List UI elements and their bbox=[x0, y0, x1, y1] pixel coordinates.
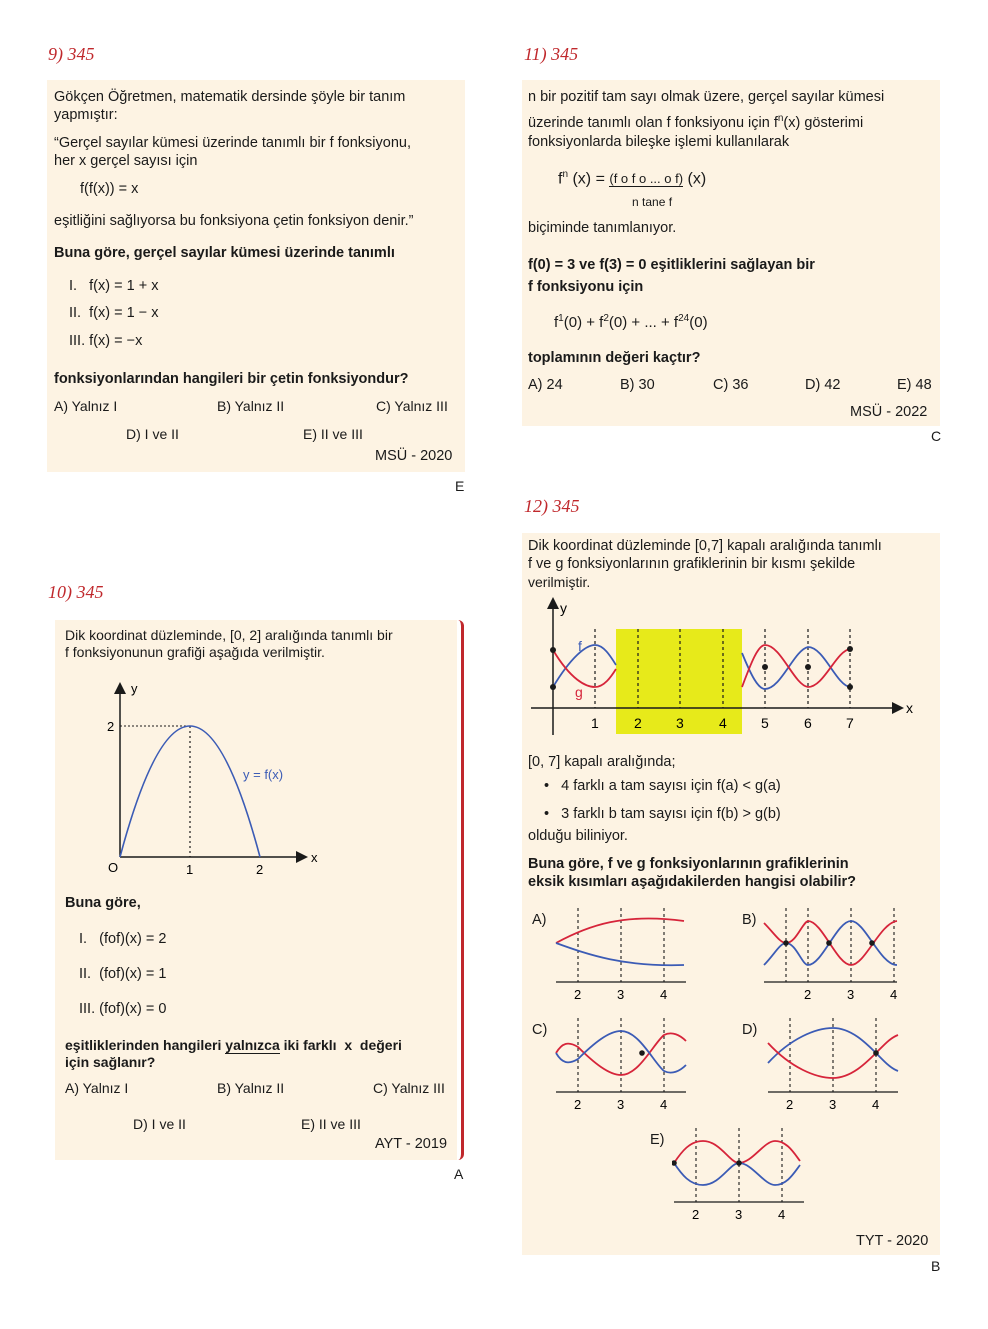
q11-formula bbox=[558, 166, 706, 188]
q12-option-d-point-1 bbox=[873, 1050, 879, 1056]
q12-option-b-point-1 bbox=[783, 940, 789, 946]
q12-option-b-point-3 bbox=[869, 940, 875, 946]
q10-x-label: x bbox=[311, 850, 318, 865]
q12-option-e-graph bbox=[672, 1123, 817, 1223]
q11-sum-mid-1: (0) + f bbox=[563, 314, 604, 331]
q10-number: 10) 345 bbox=[48, 582, 104, 602]
q12-option-d-graph bbox=[766, 1013, 911, 1113]
q9-intro-2: yapmıştır: bbox=[54, 107, 118, 123]
q10-choice-c[interactable]: C) Yalnız III bbox=[373, 1080, 445, 1096]
q9-def-3: eşitliğini sağlıyorsa bu fonksiyona çetin fonksiyon denir.” bbox=[54, 213, 414, 229]
q12-y-label: y bbox=[560, 600, 567, 616]
q9-choice-b[interactable]: B) Yalnız II bbox=[217, 398, 285, 414]
q11-question-2: f fonksiyonu için bbox=[528, 279, 644, 295]
q11-intro-2 bbox=[528, 110, 863, 132]
q11-source: MSÜ - 2022 bbox=[850, 404, 928, 420]
q10-source: AYT - 2019 bbox=[375, 1136, 448, 1152]
q12-option-b[interactable] bbox=[740, 903, 910, 1003]
q10-choice-a[interactable]: A) Yalnız I bbox=[65, 1080, 129, 1096]
q11-sum-end: (0) bbox=[689, 314, 708, 331]
q12-question-1: Buna göre, f ve g fonksiyonlarının grafiklerinin bbox=[528, 856, 849, 872]
q11-choice-b[interactable]: B) 30 bbox=[620, 377, 655, 393]
q12-option-c-tick-2: 2 bbox=[574, 1097, 582, 1112]
q10-intro-2: f fonksiyonunun grafiği aşağıda verilmiştir. bbox=[65, 644, 325, 660]
q12-answer-key: B bbox=[931, 1258, 941, 1274]
q11-formula-under: n tane f bbox=[632, 195, 673, 209]
q12-point-5 bbox=[762, 664, 768, 670]
q11-choice-d[interactable]: D) 42 bbox=[805, 377, 841, 393]
q10-choice-d[interactable]: D) I ve II bbox=[133, 1116, 186, 1132]
q11-intro-2a: üzerinde tanımlı olan f fonksiyonu için f bbox=[528, 114, 778, 131]
q12-f-label: f bbox=[578, 638, 582, 654]
q12-option-e[interactable] bbox=[648, 1123, 818, 1223]
q12-g-curve-right bbox=[742, 645, 850, 687]
q10-item-1: I. (fof)(x) = 2 bbox=[79, 931, 167, 947]
q12-x-tick-1: 1 bbox=[591, 715, 599, 731]
q11-choice-a[interactable]: A) 24 bbox=[528, 377, 563, 393]
q12-option-b-graph bbox=[762, 903, 907, 1003]
q10-curve-label: y = f(x) bbox=[243, 767, 284, 782]
q11-intro-2b: (x) gösterimi bbox=[783, 114, 864, 131]
q12-option-a-red bbox=[556, 918, 684, 943]
q12-option-a-tick-4: 4 bbox=[660, 987, 668, 1002]
q11-sum-sup-2: 2 bbox=[603, 313, 609, 324]
q11-number: 11) 345 bbox=[524, 44, 579, 64]
q12-option-b-tick-3: 3 bbox=[847, 987, 855, 1002]
q10-graph bbox=[95, 675, 355, 895]
q11-choice-e[interactable]: E) 48 bbox=[897, 377, 932, 393]
q10-origin: O bbox=[108, 860, 119, 875]
q12-option-e-tick-4: 4 bbox=[778, 1207, 786, 1222]
q11-question: f(0) = 3 ve f(3) = 0 eşitliklerini sağlayan bir bbox=[528, 257, 815, 273]
q12-card bbox=[522, 533, 940, 1255]
q12-option-d-tick-4: 4 bbox=[872, 1097, 880, 1112]
q12-option-d-label: D) bbox=[742, 1022, 758, 1038]
q9-choice-d[interactable]: D) I ve II bbox=[126, 426, 179, 442]
q12-x-tick-4: 4 bbox=[719, 715, 727, 731]
q12-option-a-blue bbox=[556, 943, 684, 965]
q10-x-tick-2: 2 bbox=[256, 862, 264, 877]
q12-bullet-1 bbox=[544, 777, 781, 795]
q12-option-a-tick-2: 2 bbox=[574, 987, 582, 1002]
q12-option-b-tick-4: 4 bbox=[890, 987, 898, 1002]
q12-x-tick-6: 6 bbox=[804, 715, 812, 731]
q12-option-b-tick-2: 2 bbox=[804, 987, 812, 1002]
q12-option-c-point-1 bbox=[639, 1050, 645, 1056]
q9-source: MSÜ - 2020 bbox=[375, 448, 453, 464]
q12-x-tick-2: 2 bbox=[634, 715, 642, 731]
q10-lead: Buna göre, bbox=[65, 895, 141, 911]
q11-formula-mid: (x) = bbox=[568, 170, 610, 188]
q11-choice-c[interactable]: C) 36 bbox=[713, 377, 749, 393]
q12-point-0-g bbox=[550, 647, 556, 653]
q11-intro-4: biçiminde tanımlanıyor. bbox=[528, 220, 677, 236]
q9-item-3: III. f(x) = −x bbox=[69, 333, 143, 349]
q10-question bbox=[65, 1036, 402, 1054]
bullet-dot: • bbox=[544, 806, 562, 822]
q9-choice-c[interactable]: C) Yalnız III bbox=[376, 398, 448, 414]
q10-intro-1: Dik koordinat düzleminde, [0, 2] aralığında tanımlı bir bbox=[65, 627, 393, 643]
q12-option-c-tick-4: 4 bbox=[660, 1097, 668, 1112]
q11-answer-key: C bbox=[931, 428, 942, 444]
q12-bullet-2 bbox=[544, 805, 781, 823]
q11-question-3: toplamının değeri kaçtır? bbox=[528, 350, 701, 366]
q12-option-e-point-2 bbox=[736, 1160, 742, 1166]
q12-x-tick-3: 3 bbox=[676, 715, 684, 731]
q9-item-2: II. f(x) = 1 − x bbox=[69, 305, 159, 321]
q12-g-label: g bbox=[575, 684, 583, 700]
q11-formula-f: f bbox=[558, 170, 563, 188]
q9-intro-1: Gökçen Öğretmen, matematik dersinde şöyle bir tanım bbox=[54, 89, 406, 105]
q11-sum bbox=[554, 310, 708, 332]
q10-answer-key: A bbox=[454, 1166, 464, 1182]
q12-bullet-2-text: 3 farklı b tam sayısı için f(b) > g(b) bbox=[561, 806, 781, 822]
q9-def-2: her x gerçel sayısı için bbox=[54, 153, 198, 169]
q12-point-0-f bbox=[550, 684, 556, 690]
q11-intro-2-sup: n bbox=[777, 113, 784, 124]
q12-intro-1: Dik koordinat düzleminde [0,7] kapalı aralığında tanımlı bbox=[528, 538, 882, 554]
q12-cond-end: olduğu biliniyor. bbox=[528, 828, 628, 844]
q12-point-6 bbox=[805, 664, 811, 670]
q10-question-a: eşitliklerinden hangileri bbox=[65, 1037, 226, 1053]
q11-card bbox=[522, 80, 940, 426]
q11-intro-1: n bir pozitif tam sayı olmak üzere, gerçel sayılar kümesi bbox=[528, 89, 885, 105]
q10-question-emphasis: yalnızca bbox=[225, 1037, 280, 1053]
q12-cond-lead: [0, 7] kapalı aralığında; bbox=[528, 754, 676, 770]
q12-g-curve-left bbox=[553, 650, 616, 687]
q11-sum-sup-1: 1 bbox=[558, 313, 564, 324]
q11-intro-3: fonksiyonlarda bileşke işlemi kullanılarak bbox=[528, 134, 790, 150]
q10-y-tick-2: 2 bbox=[107, 719, 115, 734]
q12-main-graph bbox=[526, 595, 936, 745]
q9-equation: f(f(x)) = x bbox=[80, 181, 139, 197]
q11-formula-sup: n bbox=[562, 169, 569, 180]
q12-option-a-graph bbox=[554, 903, 694, 1003]
q10-y-label: y bbox=[131, 681, 138, 696]
q12-option-e-blue bbox=[674, 1163, 800, 1185]
q11-sum-sup-24: 24 bbox=[678, 313, 690, 324]
q9-card bbox=[47, 80, 465, 472]
q12-option-e-red bbox=[674, 1141, 800, 1163]
q9-question-2: fonksiyonlarından hangileri bir çetin fonksiyondur? bbox=[54, 371, 409, 387]
q12-intro-3: verilmiştir. bbox=[528, 574, 591, 590]
q12-option-c-label: C) bbox=[532, 1022, 548, 1038]
q12-intro-2: f ve g fonksiyonlarının grafiklerinin bir kısmı şekilde bbox=[528, 556, 856, 572]
q11-formula-right: (x) bbox=[683, 170, 707, 188]
q9-item-1: I. f(x) = 1 + x bbox=[69, 278, 159, 294]
q12-bullet-1-text: 4 farklı a tam sayısı için f(a) < g(a) bbox=[561, 778, 781, 794]
q12-option-a-tick-3: 3 bbox=[617, 987, 625, 1002]
q12-x-label: x bbox=[906, 700, 913, 716]
q11-sum-f1: f bbox=[554, 314, 559, 331]
q12-x-tick-7: 7 bbox=[846, 715, 854, 731]
q10-question-2: için sağlanır? bbox=[65, 1054, 156, 1070]
q12-option-c[interactable] bbox=[530, 1013, 700, 1113]
q12-number: 12) 345 bbox=[524, 496, 580, 516]
q12-point-7-g bbox=[847, 646, 853, 652]
q11-sum-mid-2: (0) + ... + f bbox=[608, 314, 679, 331]
q10-red-bracket bbox=[456, 620, 464, 1160]
q12-point-7-f bbox=[847, 684, 853, 690]
q10-x-tick-1: 1 bbox=[186, 862, 194, 877]
q9-choice-e[interactable]: E) II ve III bbox=[303, 426, 363, 442]
q10-card bbox=[55, 620, 457, 1160]
q12-option-e-label: E) bbox=[650, 1132, 665, 1148]
q9-choice-a[interactable]: A) Yalnız I bbox=[54, 398, 118, 414]
q10-question-b: iki farklı x değeri bbox=[279, 1037, 402, 1053]
q12-source: TYT - 2020 bbox=[856, 1233, 929, 1249]
q12-question-2: eksik kısımları aşağıdakilerden hangisi olabilir? bbox=[528, 874, 856, 890]
q12-option-e-tick-3: 3 bbox=[735, 1207, 743, 1222]
q12-option-c-tick-3: 3 bbox=[617, 1097, 625, 1112]
bullet-dot: • bbox=[544, 778, 562, 794]
q11-formula-brace: (f o f o ... o f) bbox=[609, 171, 684, 187]
q12-x-tick-5: 5 bbox=[761, 715, 769, 731]
q12-option-d[interactable] bbox=[740, 1013, 910, 1113]
q9-number: 9) 345 bbox=[48, 44, 95, 64]
q12-option-b-point-2 bbox=[826, 940, 832, 946]
q12-option-d-tick-2: 2 bbox=[786, 1097, 794, 1112]
q12-option-e-tick-2: 2 bbox=[692, 1207, 700, 1222]
q12-option-a-label: A) bbox=[532, 912, 547, 928]
q12-f-curve-right bbox=[742, 647, 850, 689]
q12-option-a[interactable] bbox=[530, 903, 690, 1003]
q12-option-b-label: B) bbox=[742, 912, 757, 928]
q10-item-3: III. (fof)(x) = 0 bbox=[79, 1001, 167, 1017]
q9-answer-key: E bbox=[455, 478, 465, 494]
q12-option-d-tick-3: 3 bbox=[829, 1097, 837, 1112]
q10-item-2: II. (fof)(x) = 1 bbox=[79, 966, 167, 982]
q12-option-c-graph bbox=[554, 1013, 694, 1113]
q9-def-1: “Gerçel sayılar kümesi üzerinde tanımlı bir f fonksiyonu, bbox=[54, 135, 411, 151]
q10-choice-e[interactable]: E) II ve III bbox=[301, 1116, 361, 1132]
q10-choice-b[interactable]: B) Yalnız II bbox=[217, 1080, 285, 1096]
q9-question: Buna göre, gerçel sayılar kümesi üzerinde tanımlı bbox=[54, 245, 395, 261]
